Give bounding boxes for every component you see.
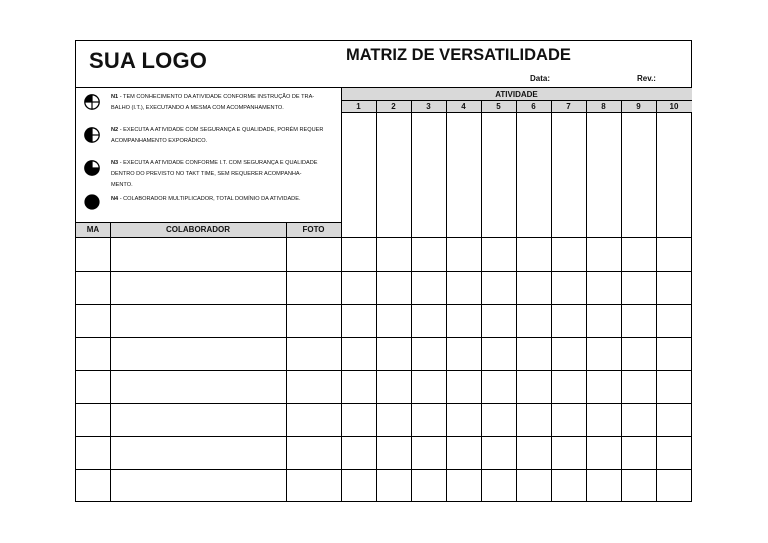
grid-vline <box>656 101 657 502</box>
table-row-divider <box>75 469 692 470</box>
activity-number: 2 <box>391 102 396 111</box>
legend-text: MENTO. <box>111 182 133 188</box>
grid-vline <box>481 101 482 502</box>
grid-vline <box>586 101 587 502</box>
legend-bottom-divider <box>75 222 341 223</box>
table-row-divider <box>75 436 692 437</box>
activity-number: 3 <box>426 102 431 111</box>
column-header-ma: MA <box>86 225 100 234</box>
table-row-divider <box>75 271 692 272</box>
activity-number: 1 <box>356 102 361 111</box>
full-filled-circle-icon <box>84 194 100 210</box>
legend-code: N1 <box>111 94 119 100</box>
table-row-divider <box>75 304 692 305</box>
grid-vline <box>341 88 342 502</box>
column-header-foto: FOTO <box>302 225 325 234</box>
legend-code: N4 <box>111 196 119 202</box>
grid-vline <box>376 101 377 502</box>
legend-text: BALHO (I.T.), EXECUTANDO A MESMA COM ACOMPANHAMENTO. <box>111 105 284 111</box>
legend-text: - COLABORADOR MULTIPLICADOR, TOTAL DOMÍNIO DA ATIVIDADE. <box>118 196 301 202</box>
grid-vline <box>286 222 287 502</box>
grid-vline <box>551 101 552 502</box>
rev-label: Rev.: <box>637 74 656 83</box>
activity-header: ATIVIDADE <box>495 90 538 99</box>
activity-number: 10 <box>669 102 679 111</box>
date-label: Data: <box>530 74 551 83</box>
grid-vline <box>110 222 111 502</box>
activity-number: 5 <box>496 102 501 111</box>
legend-code: N3 <box>111 160 119 166</box>
quarter-filled-circle-icon <box>84 94 100 110</box>
logo-placeholder: SUA LOGO <box>89 48 208 73</box>
legend-code: N2 <box>111 127 119 133</box>
grid-vline <box>516 101 517 502</box>
activity-number: 4 <box>461 102 466 111</box>
grid-vline <box>446 101 447 502</box>
legend-text: - EXECUTA A ATIVIDADE COM SEGURANÇA E QUALIDADE, PORÉM REQUER <box>118 127 324 133</box>
grid-vline <box>621 101 622 502</box>
table-row-divider <box>75 337 692 338</box>
column-header-colaborador: COLABORADOR <box>166 225 230 234</box>
legend-text: - TEM CONHECIMENTO DA ATIVIDADE CONFORME INSTRUÇÃO DE TRA- <box>118 94 315 100</box>
table-row-divider <box>75 370 692 371</box>
activity-number: 9 <box>636 102 641 111</box>
half-filled-circle-icon <box>84 127 100 143</box>
table-row-divider <box>75 237 692 238</box>
table-row-divider <box>75 403 692 404</box>
legend-text: - EXECUTA A ATIVIDADE CONFORME I.T. COM SEGURANÇA E QUALIDADE <box>118 160 318 166</box>
activity-number: 6 <box>531 102 536 111</box>
legend-text: DENTRO DO PREVISTO NO TAKT TIME, SEM REQUERER ACOMPANHA- <box>111 171 302 177</box>
legend-text: ACOMPANHAMENTO EXPORÁDICO. <box>111 138 208 144</box>
page-title: MATRIZ DE VERSATILIDADE <box>346 46 571 64</box>
grid-vline <box>411 101 412 502</box>
three-quarter-filled-circle-icon <box>84 160 100 176</box>
activity-number: 7 <box>566 102 571 111</box>
activity-number: 8 <box>601 102 606 111</box>
legend <box>76 88 341 222</box>
